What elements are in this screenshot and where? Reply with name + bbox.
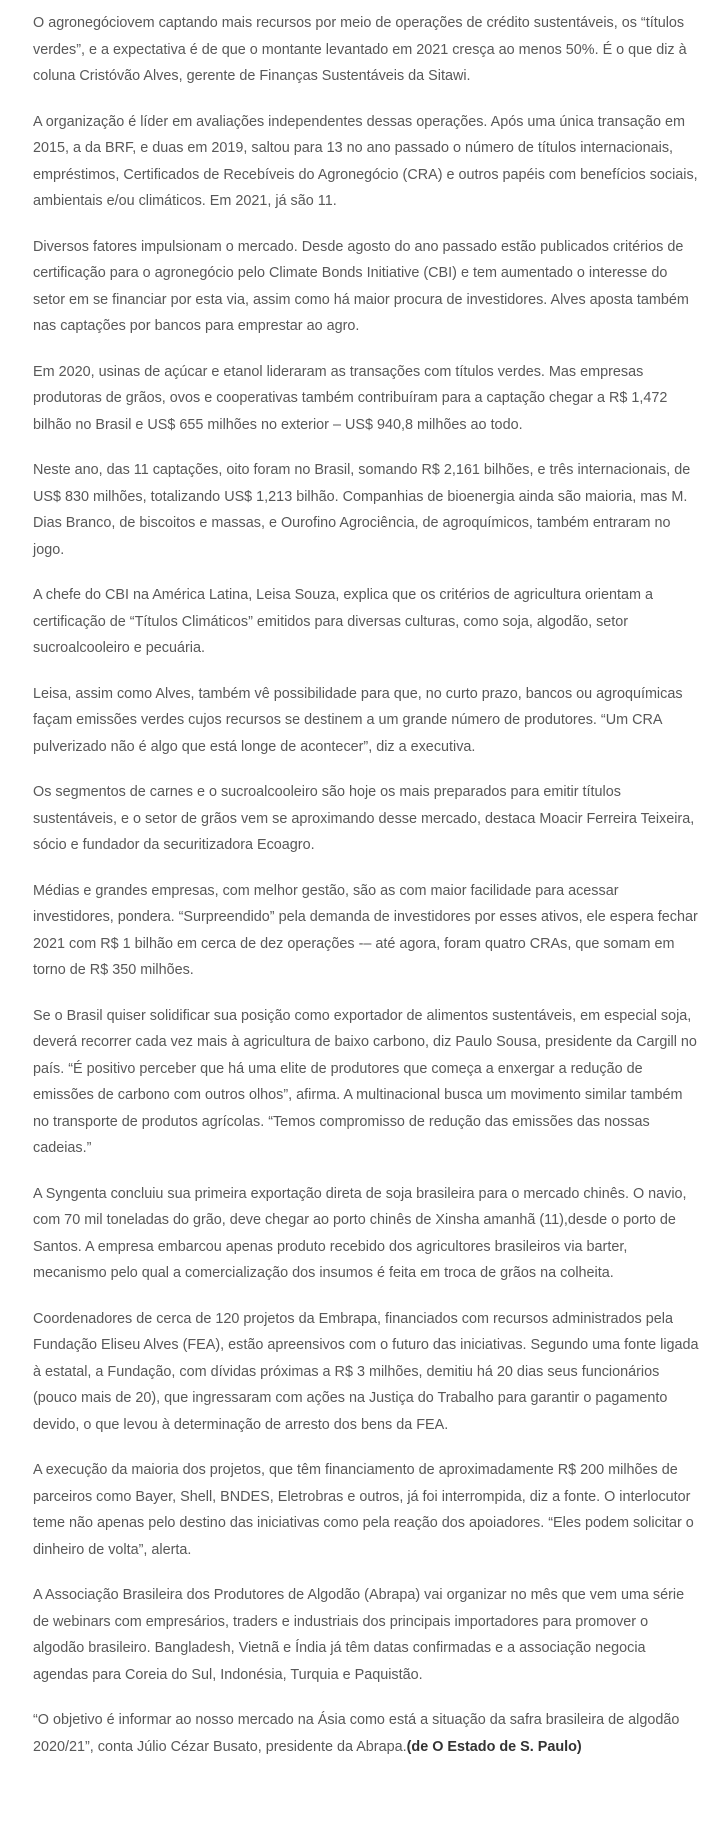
- paragraph-11: A Syngenta concluiu sua primeira exportação direta de soja brasileira para o mercado chinês. O navio, com 70 mil toneladas do grão, deve chegar ao porto chinês de Xinsha amanhã (11),desde o porto de Santos. A empresa embarcou apenas produto recebido dos agricultores brasileiros via barter, mecanismo pelo qual a comercialização dos insumos é feita em troca de grãos na colheita.: [33, 1185, 687, 1281]
- paragraph-10: Se o Brasil quiser solidificar sua posição como exportador de alimentos sustentáveis, em especial soja, deverá recorrer cada vez mais à agricultura de baixo carbono, diz Paulo Sousa, presidente da Cargill no país. “É positivo perceber que há uma elite de produtores que começa a enxergar a redução de emissões de carbono com outros olhos”, afirma. A multinacional busca um movimento similar também no transporte de produtos agrícolas. “Temos compromisso de redução das emissões das nossas cadeias.”: [33, 1007, 697, 1156]
- paragraph-1: O agronegóciovem captando mais recursos por meio de operações de crédito sustentáveis, os “títulos verdes”, e a expectativa é de que o montante levantado em 2021 cresça ao menos 50%. É o que diz à coluna Cristóvão Alves, gerente de Finanças Sustentáveis da Sitawi.: [33, 15, 687, 84]
- paragraph-13: A execução da maioria dos projetos, que têm financiamento de aproximadamente R$ 200 milhões de parceiros como Bayer, Shell, BNDES, Eletrobras e outros, já foi interrompida, diz a fonte. O interlocutor teme não apenas pelo destino das iniciativas como pela reação dos apoiadores. “Eles podem solicitar o dinheiro de volta”, alerta.: [33, 1462, 694, 1558]
- paragraph-4: Em 2020, usinas de açúcar e etanol lideraram as transações com títulos verdes. Mas empresas produtoras de grãos, ovos e cooperativas também contribuíram para a captação chegar a R$ 1,472 bilhão no Brasil e US$ 655 milhões no exterior – US$ 940,8 milhões ao todo.: [33, 363, 668, 433]
- paragraph-12: Coordenadores de cerca de 120 projetos da Embrapa, financiados com recursos administrados pela Fundação Eliseu Alves (FEA), estão apreensivos com o futuro das iniciativas. Segundo uma fonte ligada à estatal, a Fundação, com dívidas próximas a R$ 3 milhões, demitiu há 20 dias seus funcionários (pouco mais de 20), que ingressaram com ações na Justiça do Trabalho para garantir o pagamento devido, o que levou à determinação de arresto dos bens da FEA.: [33, 1310, 699, 1433]
- paragraph-8: Os segmentos de carnes e o sucroalcooleiro são hoje os mais preparados para emitir títulos sustentáveis, e o setor de grãos vem se aproximando desse mercado, destaca Moacir Ferreira Teixeira, sócio e fundador da securitizadora Ecoagro.: [33, 784, 695, 853]
- paragraph-9: Médias e grandes empresas, com melhor gestão, são as com maior facilidade para acessar investidores, pondera. “Surpreendido” pela demanda de investidores por esses ativos, ele espera fechar 2021 com R$ 1 bilhão em cerca de dez operações -– até agora, foram quatro CRAs, que somam em torno de R$ 350 milhões.: [33, 882, 698, 978]
- paragraph-5: Neste ano, das 11 captações, oito foram no Brasil, somando R$ 2,161 bilhões, e três internacionais, de US$ 830 milhões, totalizando US$ 1,213 bilhão. Companhias de bioenergia ainda são maioria, mas M. Dias Branco, de biscoitos e massas, e Ourofino Agrociência, de agroquímicos, também entraram no jogo.: [33, 462, 691, 558]
- paragraph-15: [33, 1707, 699, 1760]
- paragraph-14: A Associação Brasileira dos Produtores de Algodão (Abrapa) vai organizar no mês que vem uma série de webinars com empresários, traders e industriais dos principais importadores para promover o algodão brasileiro. Bangladesh, Vietnã e Índia já têm datas confirmadas e a associação negocia agendas para Coreia do Sul, Indonésia, Turquia e Paquistão.: [33, 1587, 685, 1683]
- source-credit: (de O Estado de S. Paulo): [406, 1738, 582, 1755]
- paragraph-2: A organização é líder em avaliações independentes dessas operações. Após uma única transação em 2015, a da BRF, e duas em 2019, saltou para 13 no ano passado o número de títulos internacionais, empréstimos, Certificados de Recebíveis do Agronegócio (CRA) e outros papéis com benefícios sociais, ambientais e/ou climáticos. Em 2021, já são 11.: [33, 113, 698, 209]
- paragraph-3: Diversos fatores impulsionam o mercado. Desde agosto do ano passado estão publicados critérios de certificação para o agronegócio pelo Climate Bonds Initiative (CBI) e tem aumentado o interesse do setor em se financiar por esta via, assim como há maior procura de investidores. Alves aposta também nas captações por bancos para emprestar ao agro.: [33, 238, 689, 334]
- paragraph-6: A chefe do CBI na América Latina, Leisa Souza, explica que os critérios de agricultura orientam a certificação de “Títulos Climáticos” emitidos para diversas culturas, como soja, algodão, setor sucroalcooleiro e pecuária.: [33, 587, 653, 656]
- paragraph-7: Leisa, assim como Alves, também vê possibilidade para que, no curto prazo, bancos ou agroquímicas façam emissões verdes cujos recursos se destinem a um grande número de produtores. “Um CRA pulverizado não é algo que está longe de acontecer”, diz a executiva.: [33, 685, 683, 755]
- closing-quote: “O objetivo é informar ao nosso mercado na Ásia como está a situação da safra brasileira de algodão 2020/21”, conta Júlio Cézar Busato, presidente da Abrapa.: [33, 1712, 680, 1755]
